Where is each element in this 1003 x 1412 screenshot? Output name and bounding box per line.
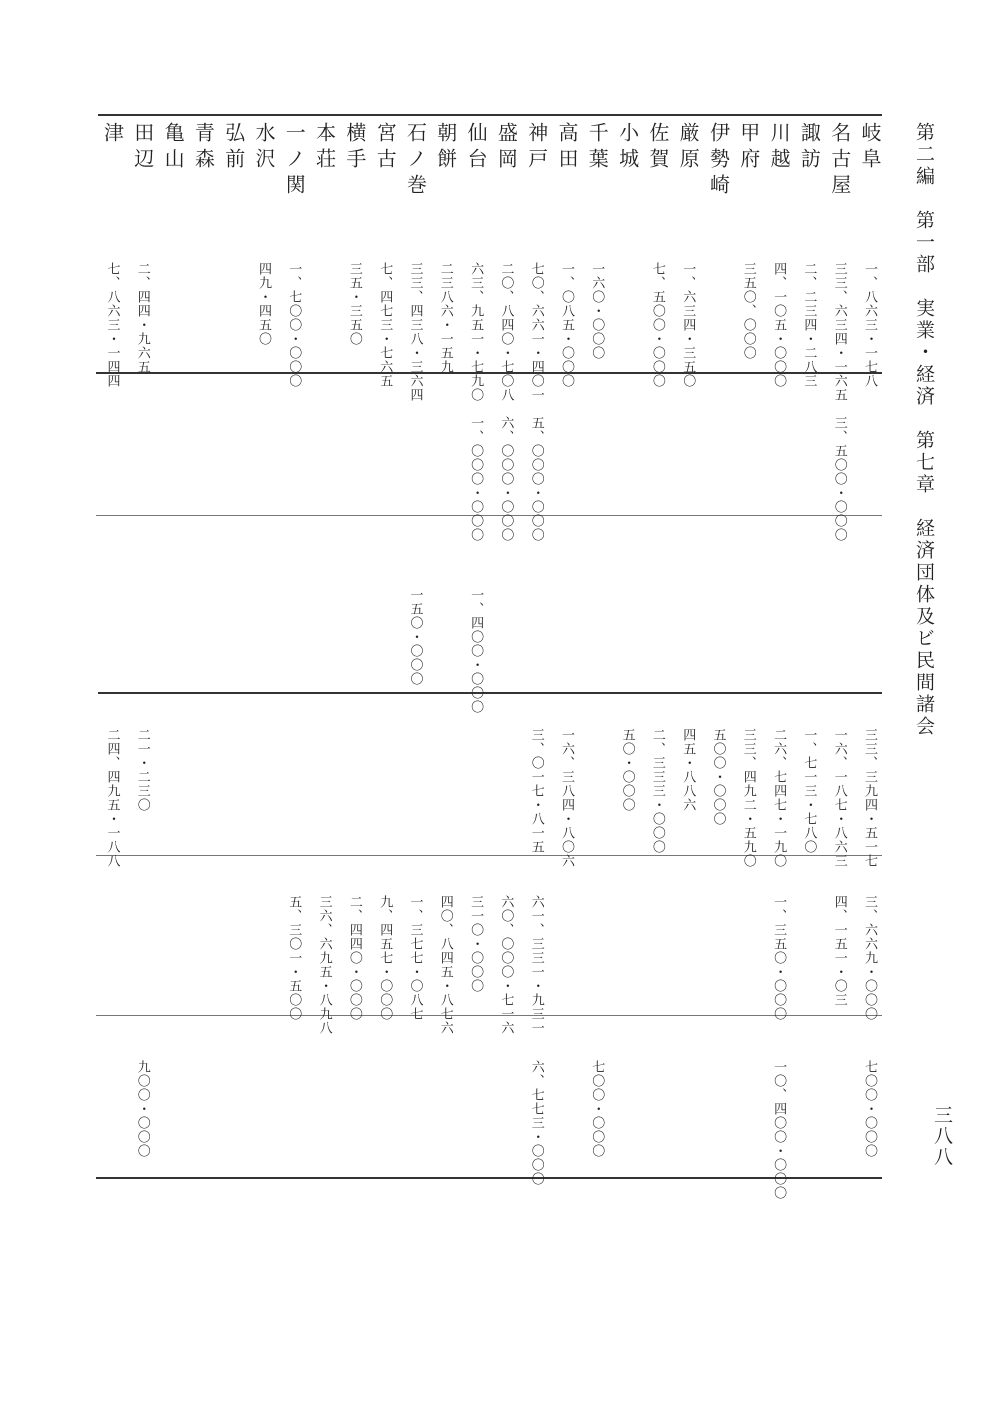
table-cell: 三一〇・〇〇〇 (468, 895, 484, 993)
table-cell: 一、四〇〇・〇〇〇 (468, 588, 484, 714)
table-cell: 二一・二三〇 (134, 728, 150, 812)
table-cell: 三、五〇〇・〇〇〇 (831, 416, 847, 542)
table-cell: 五〇・〇〇〇 (619, 728, 635, 812)
place-name: 水沢 (252, 122, 276, 174)
column-rule-4 (96, 855, 882, 856)
table-cell: 一、三五〇・〇〇〇 (771, 895, 787, 1021)
table-cell: 三三、三九四・五一七 (862, 728, 877, 868)
table-cell: 六〇、〇〇〇・七一六 (498, 895, 514, 1035)
table-cell: 三三、四三八・三六四 (407, 262, 423, 402)
table-cell: 一六、三八四・八〇六 (559, 728, 574, 868)
table-cell: 六三、九五一・七九〇 (468, 262, 484, 402)
place-name: 高田 (555, 122, 579, 174)
table-cell: 五〇〇・〇〇〇 (710, 728, 726, 826)
place-name: 甲府 (736, 122, 761, 174)
table-cell: 三三、四九二・五九〇 (740, 728, 756, 868)
table-cell: 一、〇八五・〇〇〇 (559, 262, 574, 388)
table-cell: 三五・三五〇 (346, 262, 362, 346)
table-cell: 七〇、六六一・四〇一 (528, 262, 544, 402)
place-name: 津 (100, 122, 125, 148)
place-name: 一ノ関 (282, 122, 307, 200)
table-cell: 九、四五七・〇〇〇 (377, 895, 393, 1021)
table-cell: 一、三七七・〇八七 (407, 895, 423, 1021)
place-name: 厳原 (676, 122, 701, 174)
column-rule-3 (98, 692, 882, 694)
table-cell: 二〇、八四〇・七〇八 (498, 262, 514, 402)
table-cell: 四、一五一・〇三 (831, 895, 847, 1007)
table-cell: 一〇、四〇〇・〇〇〇 (771, 1060, 787, 1200)
page-number: 三八八 (931, 1105, 953, 1168)
table-cell: 二、三三三・〇〇〇 (649, 728, 665, 854)
table-cell: 七、八六三・一四四 (104, 262, 120, 388)
table-cell: 二四、四九五・一八八 (104, 728, 120, 868)
table-cell: 二、四四〇・〇〇〇 (346, 895, 362, 1021)
table-cell: 一、七〇〇・〇〇〇 (286, 262, 302, 388)
table-cell: 一五〇・〇〇〇 (407, 588, 423, 686)
place-name: 亀山 (161, 122, 186, 174)
table-cell: 三五〇、〇〇〇 (740, 262, 756, 360)
place-name: 千葉 (585, 122, 610, 174)
table-cell: 五、三〇一・五〇〇 (286, 895, 302, 1021)
table-cell: 九〇〇・〇〇〇 (134, 1060, 150, 1158)
table-cell: 一、六三四・三五〇 (680, 262, 696, 388)
running-header: 第二編 第一部 実業・経済 第七章 経済団体及ビ民間諸会 (913, 122, 935, 738)
table-cell: 四、一〇五・〇〇〇 (771, 262, 787, 388)
place-name: 諏訪 (797, 122, 822, 174)
table-cell: 一六、一八七・八六三 (831, 728, 847, 868)
place-name: 小城 (615, 122, 640, 174)
table-cell: 一、七一三・七八〇 (801, 728, 817, 854)
place-name: 石ノ巻 (403, 122, 428, 200)
table-cell: 一、〇〇〇・〇〇〇 (468, 416, 484, 542)
table-cell: 七〇〇・〇〇〇 (589, 1060, 605, 1158)
table-cell: 三三、六三四・一六五 (831, 262, 847, 402)
place-name: 伊勢崎 (706, 122, 731, 200)
place-name: 川越 (767, 122, 792, 174)
place-name: 横手 (342, 122, 367, 174)
table-cell: 四五・八八六 (680, 728, 696, 812)
table-cell: 五、〇〇〇・〇〇〇 (528, 416, 544, 542)
place-name: 弘前 (221, 122, 246, 174)
table-cell: 三、六六九・〇〇〇 (862, 895, 877, 1021)
table-cell: 一、八六三・一七八 (862, 262, 877, 388)
table-cell: 二、二三四・二八三 (801, 262, 817, 388)
table-cell: 二六、七四七・一九〇 (771, 728, 787, 868)
table-cell: 七〇〇・〇〇〇 (862, 1060, 877, 1158)
table-top-rule (98, 114, 882, 116)
place-name: 青森 (191, 122, 216, 174)
place-name: 仙台 (464, 122, 489, 174)
place-name: 田辺 (130, 122, 155, 174)
column-rule-1 (96, 372, 882, 374)
place-name: 宮古 (373, 122, 398, 174)
table-cell: 二、四四・九六五 (134, 262, 150, 374)
place-name: 神戸 (524, 122, 549, 174)
table-cell: 六、七七三・〇〇〇 (528, 1060, 544, 1186)
table-bottom-rule (96, 1177, 882, 1179)
table-cell: 六、〇〇〇・〇〇〇 (498, 416, 514, 542)
table-cell: 七、五〇〇・〇〇〇 (649, 262, 665, 388)
place-name: 名古屋 (827, 122, 852, 200)
table-cell: 三六、六九五・八九八 (316, 895, 332, 1035)
table-cell: 一六〇・〇〇〇 (589, 262, 605, 360)
place-name: 佐賀 (645, 122, 670, 174)
table-cell: 三、〇一七・八一五 (528, 728, 544, 854)
table-cell: 六一、三三一・九三一 (528, 895, 544, 1035)
column-rule-2 (96, 515, 882, 516)
column-rule-5 (96, 1015, 882, 1016)
place-name: 岐阜 (858, 122, 882, 174)
table-cell: 四九・四五〇 (256, 262, 271, 346)
place-name: 本荘 (312, 122, 337, 174)
table-cell: 七、四七三・七六五 (377, 262, 393, 388)
table-cell: 二三八六・一五九 (437, 262, 453, 374)
table-cell: 四〇、八四五・八七六 (437, 895, 453, 1035)
place-name: 朝餅 (433, 122, 458, 174)
place-name: 盛岡 (494, 122, 519, 174)
